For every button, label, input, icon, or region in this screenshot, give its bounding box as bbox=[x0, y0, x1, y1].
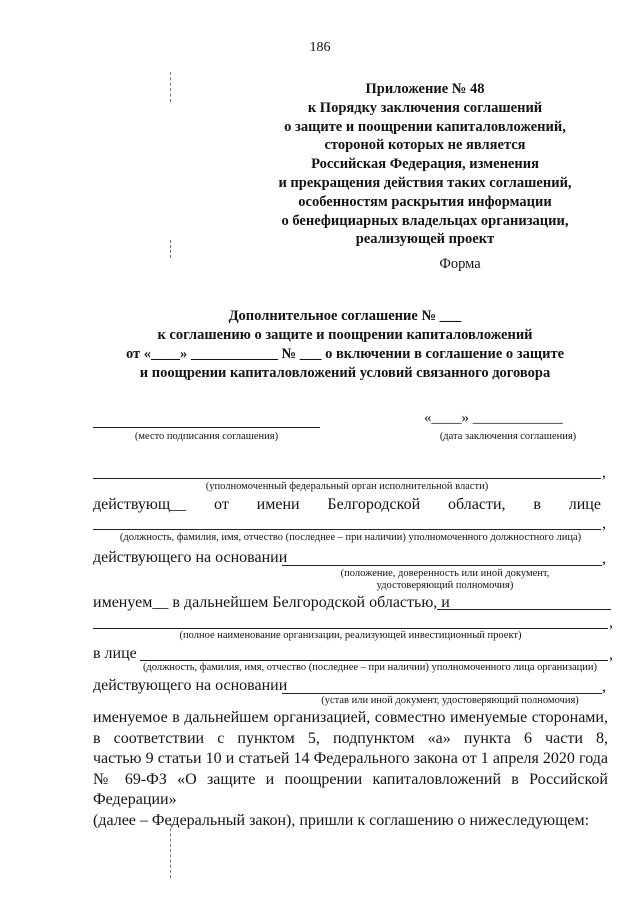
header-line: стороной которых не является bbox=[324, 137, 526, 154]
charter-field-line[interactable] bbox=[282, 693, 602, 694]
date-field[interactable]: «____» ____________ bbox=[424, 410, 563, 426]
comma: , bbox=[609, 614, 613, 631]
header-line: Приложение № 48 bbox=[365, 81, 485, 97]
org-name-field-line-2[interactable] bbox=[93, 628, 608, 629]
acting-word: лице bbox=[568, 496, 601, 513]
header-line: о бенефициарных владельцах организации, bbox=[281, 212, 569, 229]
header-line: о защите и поощрении капиталовложений, bbox=[284, 118, 566, 135]
paragraph-line: № 69-ФЗ «О защите и поощрении капиталовложений в Российской Федерации» bbox=[93, 770, 608, 808]
acting-word: области, bbox=[448, 496, 506, 513]
header-line: к Порядку заключения соглашений bbox=[307, 99, 543, 116]
agreement-title bbox=[95, 307, 595, 383]
org-caption: (полное наименование организации, реализующей инвестиционный проект) bbox=[179, 630, 522, 641]
acting-word: Белгородской bbox=[327, 496, 421, 513]
charter-caption: (устав или иной документ, удостоверяющий полномочия) bbox=[321, 695, 579, 706]
paragraph-line: (далее – Федеральный закон), пришли к соглашению о нижеследующем: bbox=[93, 811, 590, 829]
comma: , bbox=[602, 515, 606, 532]
official-field-line[interactable] bbox=[93, 529, 601, 530]
title-line: и поощрении капиталовложений условий связанного договора bbox=[139, 365, 551, 381]
acting-word: от bbox=[214, 496, 229, 513]
place-field-line[interactable] bbox=[93, 427, 320, 428]
basis-caption: удостоверяющий полномочия) bbox=[376, 580, 514, 591]
org-official-field-line[interactable] bbox=[140, 660, 608, 661]
header-line: реализующей проект bbox=[355, 231, 495, 248]
authority-field-line[interactable] bbox=[93, 478, 601, 479]
paragraph-line: именуемое в дальнейшем организацией, совместно именуемые сторонами, bbox=[93, 709, 608, 726]
comma: , bbox=[602, 464, 606, 481]
paragraph-line: частью 9 статьи 10 и статьей 14 Федерального закона от 1 апреля 2020 года bbox=[93, 750, 608, 767]
authority-caption: (уполномоченный федеральный орган исполнительной власти) bbox=[205, 481, 489, 492]
margin-mark bbox=[170, 72, 171, 102]
header-line: и прекращения действия таких соглашений, bbox=[278, 174, 572, 191]
in-person-label: в лице bbox=[93, 645, 137, 662]
org-name-field-line[interactable] bbox=[437, 609, 611, 610]
date-caption: (дата заключения соглашения) bbox=[439, 431, 577, 442]
comma: , bbox=[602, 550, 606, 567]
official-caption: (должность, фамилия, имя, отчество (последнее – при наличии) уполномоченного должностного лица) bbox=[119, 532, 582, 543]
header-line: особенностям раскрытия информации bbox=[298, 193, 552, 210]
margin-mark bbox=[170, 240, 171, 258]
comma: , bbox=[609, 646, 613, 663]
org-acting-basis-label: действующего на основании bbox=[93, 677, 288, 694]
preamble-paragraph bbox=[93, 708, 608, 831]
page-number: 186 bbox=[309, 40, 331, 55]
org-official-caption: (должность, фамилия, имя, отчество (последнее – при наличии) уполномоченного лица организации) bbox=[142, 662, 598, 673]
acting-basis-label: действующего на основании bbox=[93, 549, 288, 566]
appendix-header bbox=[250, 80, 600, 249]
title-line: к соглашению о защите и поощрении капиталовложений bbox=[157, 327, 533, 343]
acting-word: имени bbox=[256, 496, 300, 513]
basis-field-line[interactable] bbox=[282, 565, 602, 566]
comma: , bbox=[602, 678, 606, 695]
header-line: Российская Федерация, изменения bbox=[311, 156, 539, 173]
title-line: Дополнительное соглашение № ___ bbox=[228, 308, 462, 324]
named-label: именуем__ в дальнейшем Белгородской областью, и bbox=[93, 594, 450, 611]
basis-caption: (положение, доверенность или иной документ, bbox=[340, 568, 550, 579]
acting-word: действующ__ bbox=[93, 496, 187, 513]
acting-word: в bbox=[533, 496, 541, 513]
title-line: от «____» ____________ № ___ о включении в соглашение о защите bbox=[125, 346, 565, 362]
place-caption: (место подписания соглашения) bbox=[134, 431, 279, 442]
form-label: Форма bbox=[439, 256, 481, 272]
acting-row bbox=[93, 496, 601, 514]
paragraph-line: в соответствии с пунктом 5, подпунктом «а» пункта 6 части 8, bbox=[93, 729, 608, 747]
